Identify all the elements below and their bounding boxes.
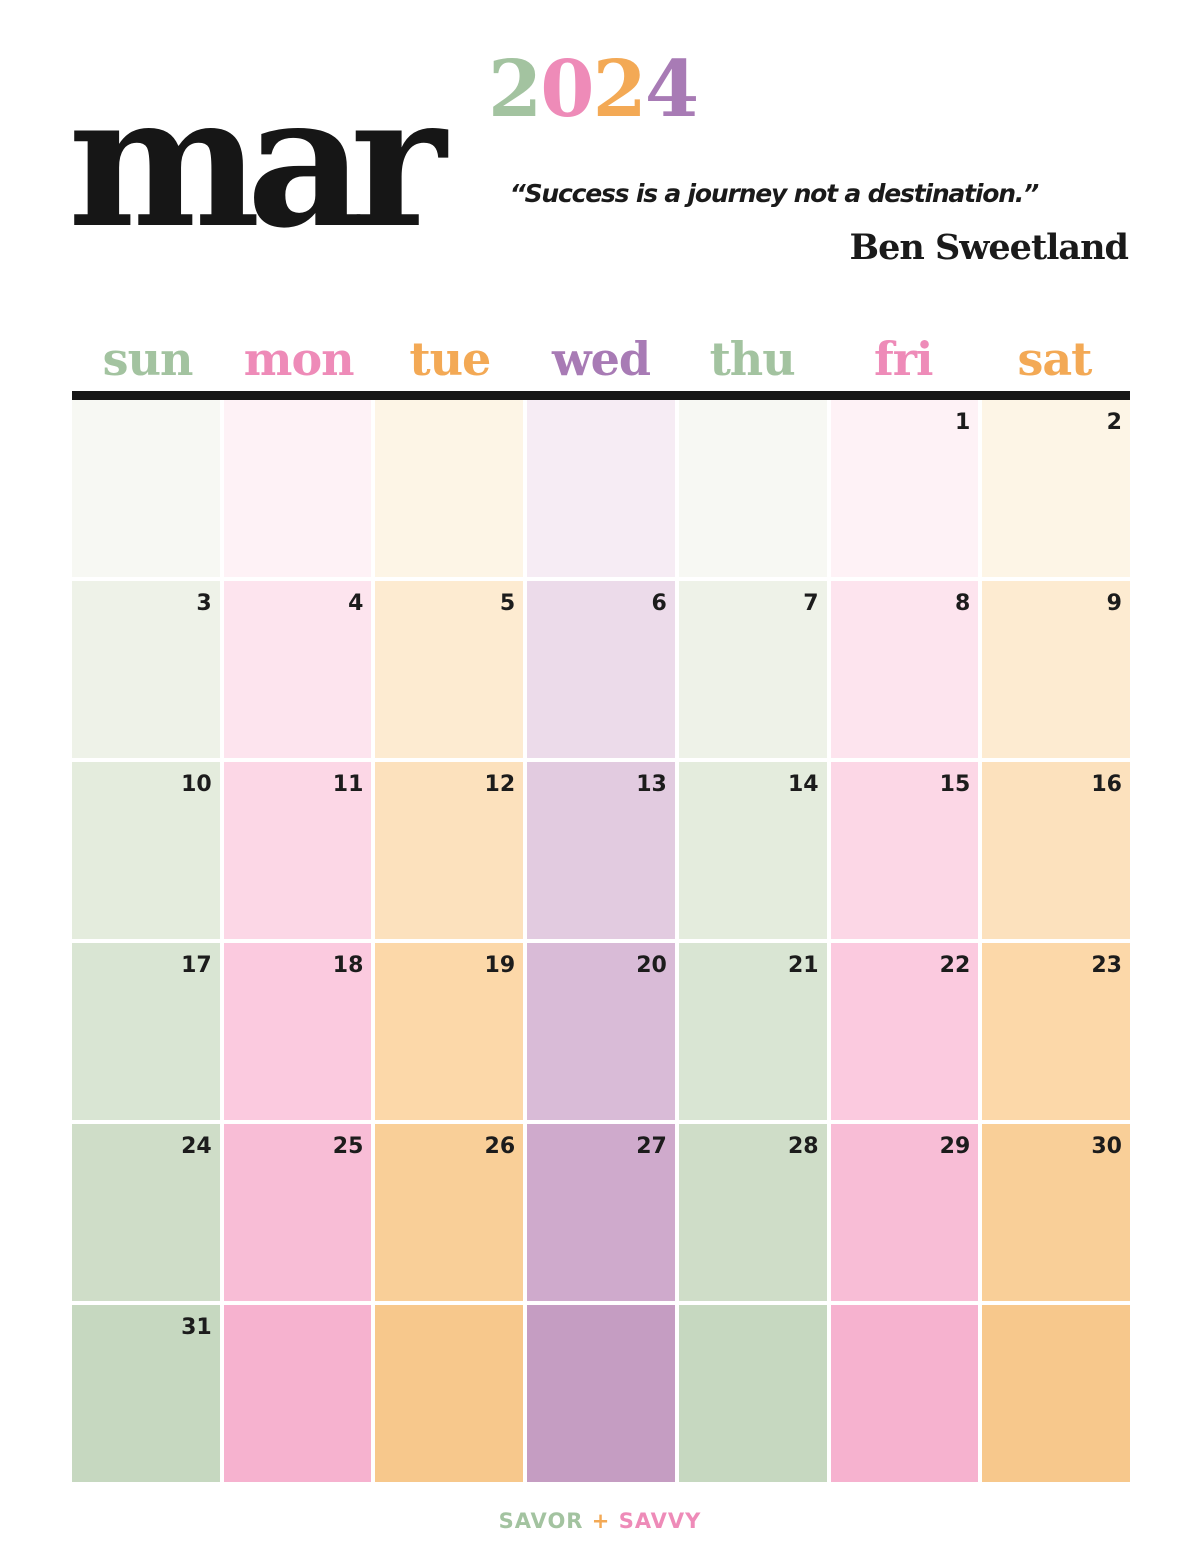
calendar-grid [72,400,1130,1482]
day-cell[interactable] [375,400,523,577]
day-number: 26 [484,1134,516,1159]
day-number: 25 [332,1134,364,1159]
day-number: 5 [499,591,516,616]
weekday-header-row [72,330,1130,388]
quote-author: Ben Sweetland [849,227,1128,268]
day-cell[interactable] [982,1305,1130,1482]
day-cell[interactable] [679,762,827,939]
day-cell[interactable] [375,581,523,758]
day-cell[interactable] [982,581,1130,758]
day-cell[interactable] [224,400,372,577]
weekday-label-sun: sun [102,332,193,386]
day-cell[interactable] [375,1305,523,1482]
footer-brand [0,1506,1200,1536]
day-cell[interactable] [72,581,220,758]
day-cell[interactable] [527,1124,675,1301]
day-number: 30 [1091,1134,1122,1159]
day-number: 16 [1091,772,1122,797]
day-cell[interactable] [375,1124,523,1301]
day-cell[interactable] [679,1124,827,1301]
day-number: 12 [484,772,516,797]
day-cell[interactable] [831,1305,979,1482]
weekday-label-fri: fri [874,332,933,386]
day-cell[interactable] [679,581,827,758]
day-cell[interactable] [527,581,675,758]
brand-separator: + [591,1509,611,1533]
year-digit: 2 [592,44,645,135]
day-number: 24 [181,1134,212,1159]
day-number: 1 [954,410,971,435]
day-cell[interactable] [527,943,675,1120]
day-cell[interactable] [375,943,523,1120]
day-number: 3 [196,591,212,616]
day-number: 6 [651,591,667,616]
day-cell[interactable] [679,943,827,1120]
day-number: 2 [1106,410,1122,435]
day-number: 23 [1091,953,1122,978]
day-cell[interactable] [224,1124,372,1301]
day-cell[interactable] [72,400,220,577]
day-number: 10 [181,772,212,797]
weekday-label-mon: mon [243,332,354,386]
day-cell[interactable] [527,400,675,577]
day-cell[interactable] [224,581,372,758]
day-cell[interactable] [224,1305,372,1482]
day-number: 17 [181,953,212,978]
day-cell[interactable] [679,400,827,577]
day-number: 29 [939,1134,971,1159]
day-number: 13 [636,772,667,797]
day-cell[interactable] [982,400,1130,577]
year-title [488,44,698,135]
day-cell[interactable] [375,762,523,939]
day-cell[interactable] [982,943,1130,1120]
header-divider [72,391,1130,400]
day-cell[interactable] [72,762,220,939]
day-number: 28 [787,1134,819,1159]
day-cell[interactable] [982,762,1130,939]
day-number: 22 [939,953,971,978]
brand-name-left: SAVOR [498,1509,584,1533]
day-number: 14 [787,772,819,797]
day-cell[interactable] [72,1305,220,1482]
day-number: 27 [636,1134,667,1159]
day-cell[interactable] [224,943,372,1120]
day-number: 15 [939,772,971,797]
day-number: 31 [181,1315,212,1340]
brand-name-right: SAVVY [618,1509,702,1533]
day-cell[interactable] [527,1305,675,1482]
day-cell[interactable] [527,762,675,939]
weekday-label-wed: wed [551,332,650,386]
day-cell[interactable] [72,943,220,1120]
day-cell[interactable] [72,1124,220,1301]
day-number: 8 [954,591,971,616]
quote-text: “Success is a journey not a destination.” [509,179,1038,208]
day-number: 21 [787,953,819,978]
day-cell[interactable] [224,762,372,939]
day-cell[interactable] [831,581,979,758]
day-cell[interactable] [831,400,979,577]
month-title: mar [68,54,433,268]
day-cell[interactable] [679,1305,827,1482]
day-number: 7 [803,591,819,616]
weekday-label-tue: tue [409,332,491,386]
day-cell[interactable] [831,1124,979,1301]
day-number: 18 [332,953,364,978]
year-digit: 4 [644,44,698,135]
day-number: 11 [332,772,364,797]
year-digit: 0 [540,44,593,135]
weekday-label-thu: thu [709,332,795,386]
day-number: 4 [348,591,364,616]
day-number: 9 [1106,591,1122,616]
day-number: 20 [636,953,667,978]
day-number: 19 [484,953,516,978]
day-cell[interactable] [982,1124,1130,1301]
day-cell[interactable] [831,943,979,1120]
year-digit: 2 [488,44,541,135]
day-cell[interactable] [831,762,979,939]
weekday-label-sat: sat [1017,332,1092,386]
